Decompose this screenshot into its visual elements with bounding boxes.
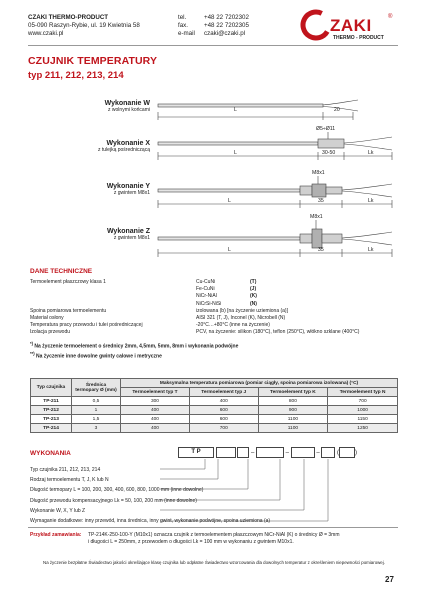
- variant-x: [40, 140, 150, 153]
- table-cell: 900: [258, 406, 328, 415]
- dim-y-thread: M8x1: [312, 170, 325, 176]
- order-legend-line: Długość przewodu kompensacyjnego Lk = 50, 100, 200 mm (inne dowolne): [30, 497, 197, 504]
- tech-list: [30, 279, 398, 361]
- tech-label: [30, 301, 196, 308]
- tech-row: [30, 279, 398, 286]
- order-legend: [30, 465, 271, 526]
- table-cell: TP-213: [31, 415, 72, 424]
- th-type: Typ czujnika: [31, 379, 72, 397]
- company-address: 05-090 Raszyn-Rybie, ul. 19 Kwietnia 58: [28, 22, 140, 29]
- order-legend-line: Rodzaj termoelementu T, J, K lub N: [30, 477, 109, 484]
- table-cell: 1100: [258, 415, 328, 424]
- tech-row: [30, 301, 398, 308]
- table-cell: 600: [189, 406, 258, 415]
- table-cell: 0,5: [72, 397, 121, 406]
- th-max: Maksymalna temperatura pomiarowa (pomiar ciągły, spoina pomiarowa izolowana) (°C): [121, 379, 398, 388]
- tech-row: [30, 308, 398, 315]
- table-row: [31, 424, 398, 433]
- contact-block: [178, 14, 249, 38]
- fax-value: +48 22 7202305: [204, 22, 249, 29]
- table-cell: 1250: [328, 424, 398, 433]
- th-t: Termoelement typ T: [121, 388, 190, 397]
- dim-z-35: 35: [318, 247, 324, 253]
- variant-w-name: Wykonanie W: [104, 100, 150, 107]
- table-cell: 1,5: [72, 415, 121, 424]
- example-text: TP-214K-250-100-Y (M10x1) oznacza czujnik z termoelementem płaszczowym NiCr-NiAl (K) o średnicy Ø = 3mm: [88, 532, 340, 538]
- table-cell: 3: [72, 424, 121, 433]
- tech-value: NiCr-NiAl: [196, 293, 217, 300]
- table-cell: 1100: [258, 424, 328, 433]
- tech-code: (T): [250, 279, 257, 285]
- table-cell: 700: [328, 397, 398, 406]
- variant-z-desc: z gwintem M8x1: [113, 235, 150, 241]
- order-variant-box: [321, 447, 335, 458]
- variants-drawing: [150, 92, 400, 262]
- tech-label: Termoelement płaszczowy klasa 1: [30, 279, 106, 285]
- table-cell: 400: [189, 397, 258, 406]
- header-divider: [28, 45, 398, 46]
- order-divider: [28, 527, 398, 528]
- dim-x-3050: 30-50: [322, 150, 336, 156]
- dim-y-lk: Lk: [368, 198, 374, 204]
- tech-note: *) Na życzenie termoelement o średnicy 2mm, 4,5mm, 5mm, 8mm i wykonania podwójne: [30, 340, 239, 350]
- dim-x-lk: Lk: [368, 150, 374, 156]
- order-legend-line: Długość termopary L = 100, 200, 300, 400, 600, 800, 1000 mm (inne dowolne): [30, 487, 204, 494]
- tech-row: [30, 293, 398, 300]
- table-row: [31, 406, 398, 415]
- order-heading: WYKONANIA: [30, 450, 71, 457]
- variant-w-desc: z wolnymi końcami: [108, 107, 150, 113]
- dim-y-35: 35: [318, 198, 324, 204]
- tech-code: (N): [250, 300, 257, 307]
- dim-z-thread: M8x1: [310, 214, 323, 220]
- company-website[interactable]: www.czaki.pl: [28, 30, 64, 37]
- tech-value: AISI 321 (T, J), Inconel (K), Nicrobell (N): [196, 315, 286, 322]
- tech-code: (K): [250, 293, 257, 300]
- variant-y-name: Wykonanie Y: [106, 183, 150, 190]
- tech-label: Temperatura pracy przewodu i tulei pośredniczącej: [30, 322, 143, 329]
- tech-value: izolowana (b) [na życzenie uziemiona (a)]: [196, 307, 288, 314]
- tech-note: **) Na życzenie inne dowolne gwinty calowe i metryczne: [30, 351, 162, 361]
- tech-value: NiCrSi-NiSi: [196, 300, 222, 307]
- tech-label: Izolacja przewodu: [30, 329, 71, 336]
- dim-w-l: L: [234, 107, 237, 113]
- page-number: 27: [385, 575, 394, 584]
- order-lk-box: [291, 447, 315, 458]
- tech-label: [30, 293, 196, 300]
- tech-code: (J): [250, 286, 257, 293]
- czaki-logo-mark-icon: [300, 8, 400, 44]
- tech-label: Spoina pomiarowa termoelementu: [30, 307, 107, 314]
- temperature-table: [30, 378, 398, 433]
- table-header-row: [31, 379, 398, 388]
- svg-text:ZAKI: ZAKI: [330, 16, 372, 35]
- example-text-2: i długości L = 250mm, z przewodem o długości Lk = 100 mm w wykonaniu z gwintem M10x1.: [88, 539, 294, 546]
- tech-row: [30, 315, 398, 322]
- order-element-box: [237, 447, 249, 458]
- variant-y-desc: z gwintem M8x1: [113, 190, 150, 196]
- variant-w: [40, 100, 150, 113]
- email-label: e-mail: [178, 30, 195, 37]
- variant-x-desc: z tulejką pośredniczącą: [98, 147, 150, 153]
- dim-y-l: L: [228, 198, 231, 204]
- table-cell: 700: [189, 424, 258, 433]
- order-extra-box: [339, 447, 355, 458]
- variant-z: [40, 228, 150, 241]
- table-cell: 1: [72, 406, 121, 415]
- dim-x-l: L: [234, 150, 237, 156]
- tech-value: Fe-CuNi: [196, 286, 215, 293]
- table-cell: 400: [121, 424, 190, 433]
- order-legend-line: Wymaganie dodatkowe: inny przewód, inna średnica, inny gwint, wykonanie podwójne, spoina uziemiona (a): [30, 518, 271, 525]
- tech-row: [30, 286, 398, 293]
- dim-z-l: L: [228, 247, 231, 253]
- th-j: Termoelement typ J: [189, 388, 258, 397]
- page-subtitle: typ 211, 212, 213, 214: [28, 70, 124, 81]
- email-value[interactable]: czaki@czaki.pl: [204, 30, 246, 37]
- company-name: CZAKI THERMO-PRODUCT: [28, 14, 109, 21]
- order-prefix-box: T P: [178, 447, 214, 458]
- dim-z-lk: Lk: [368, 247, 374, 253]
- table-cell: 300: [121, 397, 190, 406]
- page-title: CZUJNIK TEMPERATURY: [28, 55, 158, 67]
- th-k: Termoelement typ K: [258, 388, 328, 397]
- table-cell: TP-211: [31, 397, 72, 406]
- czaki-logo: [300, 8, 400, 44]
- tech-label: [30, 286, 196, 293]
- tel-value: +48 22 7202302: [204, 14, 249, 21]
- order-legend-line: Wykonanie W, X, Y lub Z: [30, 507, 86, 514]
- table-cell: TP-214: [31, 424, 72, 433]
- tech-value: Cu-CuNi: [196, 279, 216, 285]
- table-cell: 1150: [328, 415, 398, 424]
- order-length-box: [256, 447, 284, 458]
- variant-y: [40, 183, 150, 196]
- tech-value: PCV, na życzenie: silikon (180°C), teflon (250°C), włókno szklane (400°C): [196, 329, 360, 336]
- example-label: Przykład zamawiania:: [30, 532, 82, 538]
- fax-label: fax.: [178, 22, 188, 29]
- table-cell: 400: [121, 406, 190, 415]
- table-cell: 1000: [328, 406, 398, 415]
- table-cell: 800: [258, 397, 328, 406]
- tech-label: Materiał osłony: [30, 315, 64, 322]
- tech-row: [30, 322, 398, 329]
- svg-text:THERMO - PRODUCT: THERMO - PRODUCT: [333, 35, 384, 41]
- th-diam: Średnica termopary Ø (mm): [72, 379, 121, 397]
- table-cell: 400: [121, 415, 190, 424]
- order-code-template: T P – – – ( ): [178, 447, 357, 458]
- variant-x-name: Wykonanie X: [106, 140, 150, 147]
- dim-x-diam: Ø5÷Ø11: [316, 126, 336, 132]
- svg-text:®: ®: [388, 14, 393, 20]
- order-legend-line: Typ czujnika 211, 212, 213, 214: [30, 467, 101, 473]
- variant-z-name: Wykonanie Z: [106, 228, 150, 235]
- order-type-box: [216, 447, 236, 458]
- footer-note: Na życzenie bezpłatne Świadectwo jakości określające klasę czujnika lub odpłatne Świadectwo wzorcowania dla dowolnych temperatur z określeniem niepewności pomiarowej.: [43, 560, 385, 565]
- table-cell: TP-212: [31, 406, 72, 415]
- th-n: Termoelement typ N: [328, 388, 398, 397]
- table-cell: 600: [189, 415, 258, 424]
- dim-w-20: 20: [334, 107, 340, 113]
- tech-value: -20°C…+80°C (inne na życzenie): [196, 322, 270, 329]
- tech-heading: DANE TECHNICZNE: [30, 268, 93, 275]
- tel-label: tel.: [178, 14, 187, 21]
- company-block: [28, 14, 140, 38]
- table-row: [31, 415, 398, 424]
- order-example: [30, 532, 398, 546]
- tech-row: [30, 329, 398, 336]
- table-row: [31, 397, 398, 406]
